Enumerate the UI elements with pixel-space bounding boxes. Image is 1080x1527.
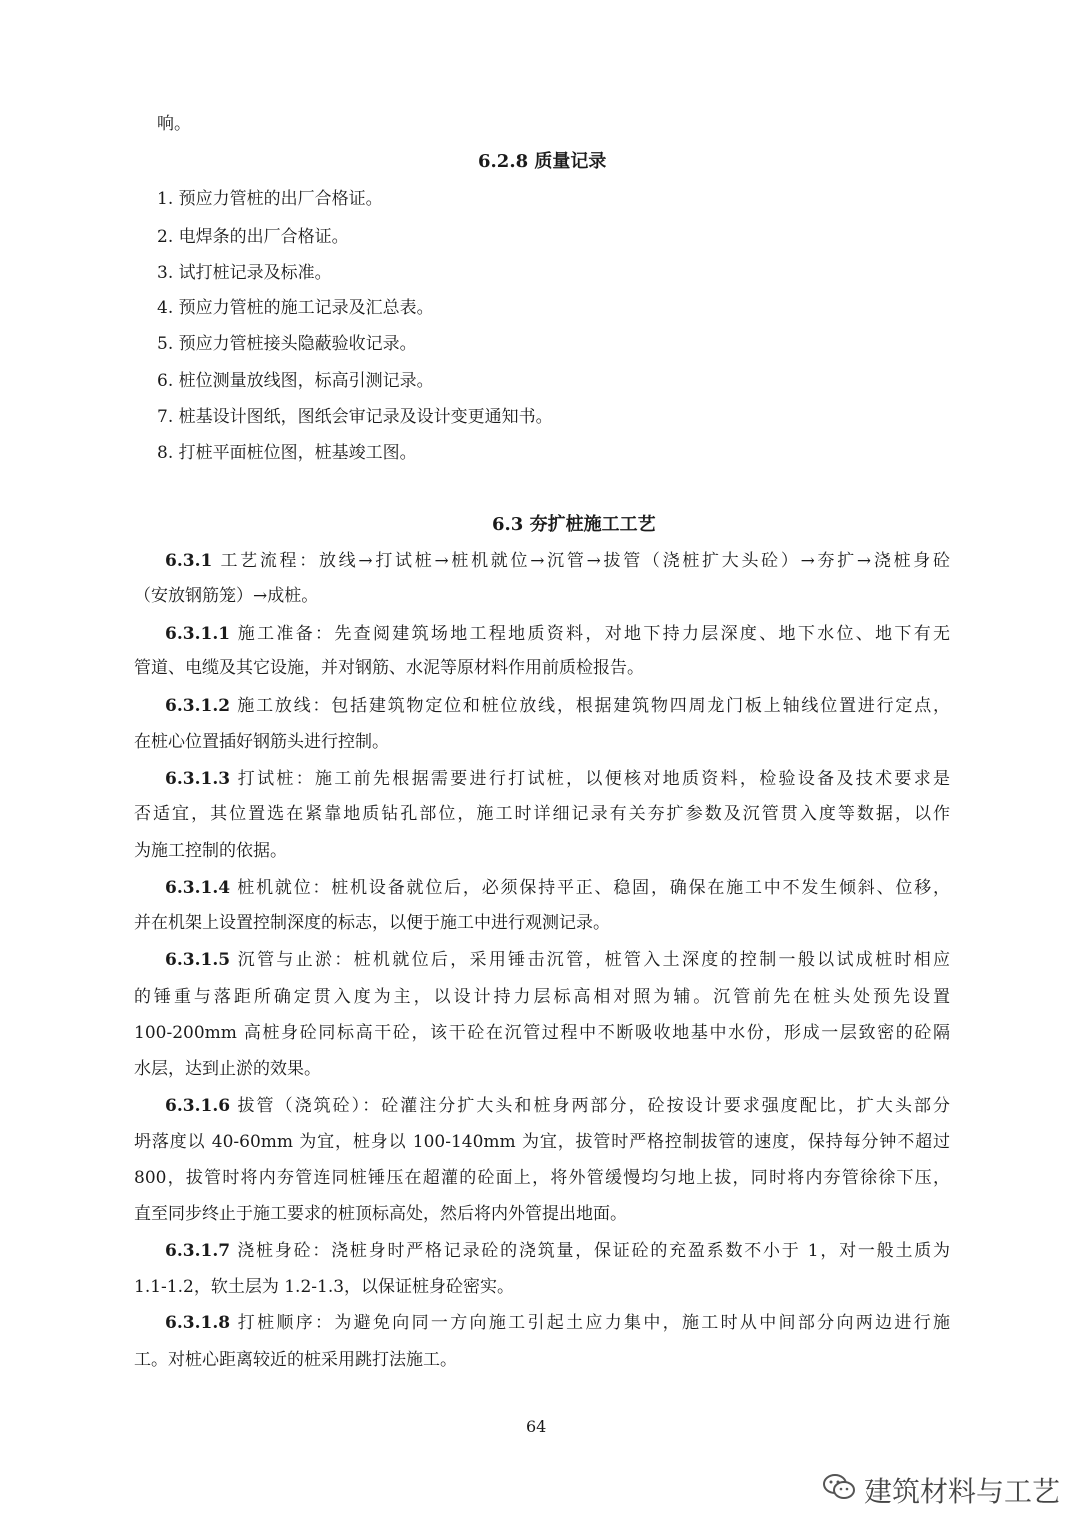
list-item: 8. 打桩平面桩位图，桩基竣工图。 [157, 443, 417, 463]
list-item: 6. 桩位测量放线图，标高引测记录。 [157, 371, 434, 391]
clause-number: 6.3.1.4 [165, 878, 231, 898]
clause-number: 6.3.1.6 [165, 1096, 231, 1116]
top-fragment: 响。 [157, 114, 191, 134]
list-item: 4. 预应力管桩的施工记录及汇总表。 [157, 298, 434, 318]
clause-number: 6.3.1.1 [165, 624, 231, 644]
clause-number: 6.3.1.5 [165, 950, 231, 970]
clause-number: 6.3.1.2 [165, 696, 231, 716]
paragraph-6316-line1: 6.3.1.6 拔管（浇筑砼）：砼灌注分扩大头和桩身两部分，砼按设计要求强度配比，扩大头部分 [165, 1096, 951, 1116]
paragraph-6314-line2: 并在机架上设置控制深度的标志，以便于施工中进行观测记录。 [134, 913, 610, 933]
paragraph-6313-line2: 否适宜，其位置选在紧靠地质钻孔部位，施工时详细记录有关夯扩参数及沉管贯入度等数据，以作 [134, 804, 950, 824]
clause-number: 6.3.1.7 [165, 1241, 231, 1261]
list-item: 5. 预应力管桩接头隐蔽验收记录。 [157, 334, 417, 354]
list-item: 2. 电焊条的出厂合格证。 [157, 227, 349, 247]
paragraph-6318-line1: 6.3.1.8 打桩顺序：为避免向同一方向施工引起土应力集中，施工时从中间部分向两边进行施 [165, 1313, 950, 1333]
paragraph-6315-line4: 水层，达到止淤的效果。 [134, 1059, 321, 1079]
paragraph-6315-line3: 100-200mm 高桩身砼同标高干砼，该干砼在沉管过程中不断吸收地基中水份，形成一层致密的砼隔 [134, 1023, 950, 1043]
paragraph-6311-line2: 管道、电缆及其它设施，并对钢筋、水泥等原材料作用前质检报告。 [134, 658, 644, 678]
paragraph-6316-line2: 坍落度以 40-60mm 为宜，桩身以 100-140mm 为宜，拔管时严格控制拔管的速度，保持每分钟不超过 [134, 1132, 950, 1152]
paragraph-6313-line1: 6.3.1.3 打试桩：施工前先根据需要进行打试桩，以便核对地质资料，检验设备及技术要求是 [165, 769, 950, 789]
paragraph-6315-line1: 6.3.1.5 沉管与止淤：桩机就位后，采用锤击沉管，桩管入土深度的控制一般以试成桩时相应 [165, 950, 950, 970]
paragraph-6317-line2: 1.1-1.2，软土层为 1.2-1.3，以保证桩身砼密实。 [134, 1277, 515, 1297]
paragraph-631-line2: （安放钢筋笼）→成桩。 [134, 586, 319, 606]
paragraph-6318-line2: 工。对桩心距离较近的桩采用跳打法施工。 [134, 1350, 457, 1370]
paragraph-6313-line3: 为施工控制的依据。 [134, 841, 287, 861]
section-628-title: 6.2.8 质量记录 [478, 151, 607, 172]
list-item: 7. 桩基设计图纸，图纸会审记录及设计变更通知书。 [157, 407, 553, 427]
section-63-title: 6.3 夯扩桩施工工艺 [492, 514, 656, 535]
wechat-icon [822, 1473, 856, 1508]
page-number: 64 [526, 1417, 547, 1436]
list-item: 3. 试打桩记录及标准。 [157, 263, 332, 283]
paragraph-631-line1: 6.3.1 工艺流程：放线→打试桩→桩机就位→沉管→拔管（浇桩扩大头砼）→夯扩→浇桩身砼 [165, 551, 950, 571]
paragraph-6316-line3: 800，拔管时将内夯管连同桩锤压在超灌的砼面上，将外管缓慢均匀地上拔，同时将内夯管徐徐下压， [134, 1168, 950, 1188]
list-item: 1. 预应力管桩的出厂合格证。 [157, 189, 383, 209]
clause-number: 6.3.1 [165, 551, 213, 571]
paragraph-6312-line1: 6.3.1.2 施工放线：包括建筑物定位和桩位放线，根据建筑物四周龙门板上轴线位置进行定点， [165, 696, 951, 716]
watermark-text: 建筑材料与工艺 [864, 1475, 1061, 1508]
paragraph-6315-line2: 的锤重与落距所确定贯入度为主，以设计持力层标高相对照为辅。沉管前先在桩头处预先设置 [134, 987, 950, 1007]
clause-number: 6.3.1.8 [165, 1313, 231, 1333]
paragraph-6314-line1: 6.3.1.4 桩机就位：桩机设备就位后，必须保持平正、稳固，确保在施工中不发生倾斜、位移， [165, 878, 951, 898]
paragraph-6317-line1: 6.3.1.7 浇桩身砼：浇桩身时严格记录砼的浇筑量，保证砼的充盈系数不小于 1，对一般土质为 [165, 1241, 951, 1261]
watermark [822, 1470, 1060, 1510]
paragraph-6312-line2: 在桩心位置插好钢筋头进行控制。 [134, 732, 389, 752]
paragraph-6311-line1: 6.3.1.1 施工准备：先查阅建筑场地工程地质资料，对地下持力层深度、地下水位、地下有无 [165, 624, 950, 644]
clause-number: 6.3.1.3 [165, 769, 231, 789]
paragraph-6316-line4: 直至同步终止于施工要求的桩顶标高处，然后将内外管提出地面。 [134, 1204, 627, 1224]
